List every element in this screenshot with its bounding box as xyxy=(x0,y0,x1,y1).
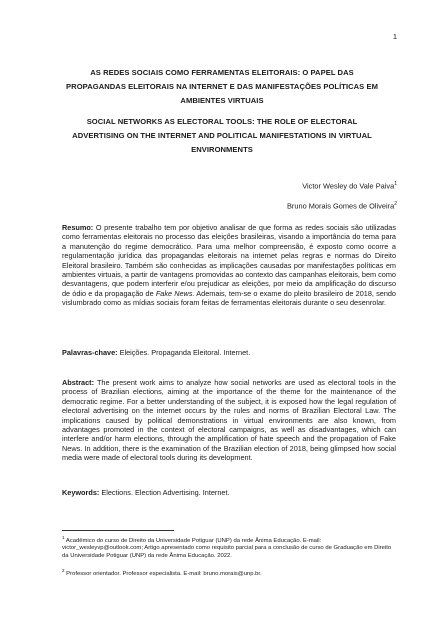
author-name: Victor Wesley do Vale Paiva xyxy=(302,181,395,191)
abstract-paragraph xyxy=(62,378,396,463)
footnote-text: Professor orientador. Professor especialista. E-mail: bruno.morais@unp.br. xyxy=(64,570,262,577)
footnote-divider xyxy=(62,530,174,531)
resumo-emphasis: Fake News. xyxy=(155,288,195,298)
resumo-text-end: Ademais, tem-se o exame do pleito brasileiro de 2018, sendo vislumbrado como as mídias sociais foram feitas de ferramentas eleitorais durante o seu desenrolar. xyxy=(62,288,396,308)
footnote-mark: 1 xyxy=(62,535,65,540)
footnote-mark: 1 xyxy=(394,181,397,187)
keywords-text: Elections. Election Advertising. Internet. xyxy=(99,488,230,497)
abstract-text: The present work aims to analyze how social networks are used as electoral tools in the process of Brazilian elections, aiming at the importance of the theme for the maintenance of the democratic regime. For a better understanding of the subject, it is exposed how the legal regulation of electoral advertising on the internet occurs by the rules and norms of Brazilian Electoral Law. The implications caused by political demonstrations in virtual environments are also known, from advantages promoted in the context of electoral campaigns, as well as disadvantages, which can interfere and/or harm elections, through the amplification of hate speech and the propagation of Fake News. In addition, there is the examination of the Brazilian election of 2018, being glimpsed how social media were made of electoral tools during its development. xyxy=(62,378,396,463)
page-number: 1 xyxy=(392,32,397,41)
authors xyxy=(287,175,397,216)
resumo-text: O presente trabalho tem por objetivo analisar de que forma as redes sociais são utilizadas como ferramentas eleitorais no processo das eleições brasileiras, visando a importância do tema para a manutenção do regime democrático. Para uma melhor compreensão, é exposto como ocorre a regulamentação jurídica das propagandas eleitorais na internet pelas regras e normas do Direito Eleitoral brasileiro. Também são conhecidas as implicações causadas por manifestações políticas em ambientes virtuais, a partir de vantagens promovidas ao contexto das campanhas eleitorais, bem como desvantagens, que podem interferir e/ou prejudicar as eleições, por meio da amplificação do discurso de ódio e da propagação de xyxy=(62,223,396,298)
resumo-label: Resumo: xyxy=(62,223,94,232)
keywords-label: Keywords: xyxy=(62,488,100,497)
footnote-text: Acadêmico do curso de Direito da Universidade Potiguar (UNP) da rede Ânima Educação. E-mail: victor_wesleyvp@outlook.com; Artigo apresentado como requisito parcial para a conclusão de curso de Graduação em Direito da Universidade Potiguar (UNP) da rede Ânima Educação. 2022. xyxy=(62,537,392,559)
author-name: Bruno Morais Gomes de Oliveira xyxy=(287,201,395,211)
title-portuguese: AS REDES SOCIAIS COMO FERRAMENTAS ELEITORAIS: O PAPEL DAS PROPAGANDAS ELEITORAIS NA INTERNET E DAS MANIFESTAÇÕES POLÍTICAS EM AMBIENTES VIRTUAIS xyxy=(66,68,378,105)
keywords xyxy=(62,488,396,497)
abstract-label: Abstract: xyxy=(62,378,95,387)
author-1 xyxy=(287,175,397,195)
footnote-mark: 2 xyxy=(394,201,397,208)
palavras-chave-text: Eleições. Propaganda Eleitoral. Internet. xyxy=(117,348,251,357)
author-2 xyxy=(287,195,397,215)
title-english: SOCIAL NETWORKS AS ELECTORAL TOOLS: THE ROLE OF ELECTORAL ADVERTISING ON THE INTERNET AND POLITICAL MANIFESTATIONS IN VIRTUAL ENVIRONMENTS xyxy=(72,117,372,154)
palavras-chave xyxy=(62,348,396,357)
footnote-mark: 2 xyxy=(62,568,65,573)
resumo-paragraph xyxy=(62,223,396,308)
footnote-1 xyxy=(62,534,396,560)
footnote-2 xyxy=(62,567,396,578)
palavras-chave-label: Palavras-chave: xyxy=(62,348,118,357)
